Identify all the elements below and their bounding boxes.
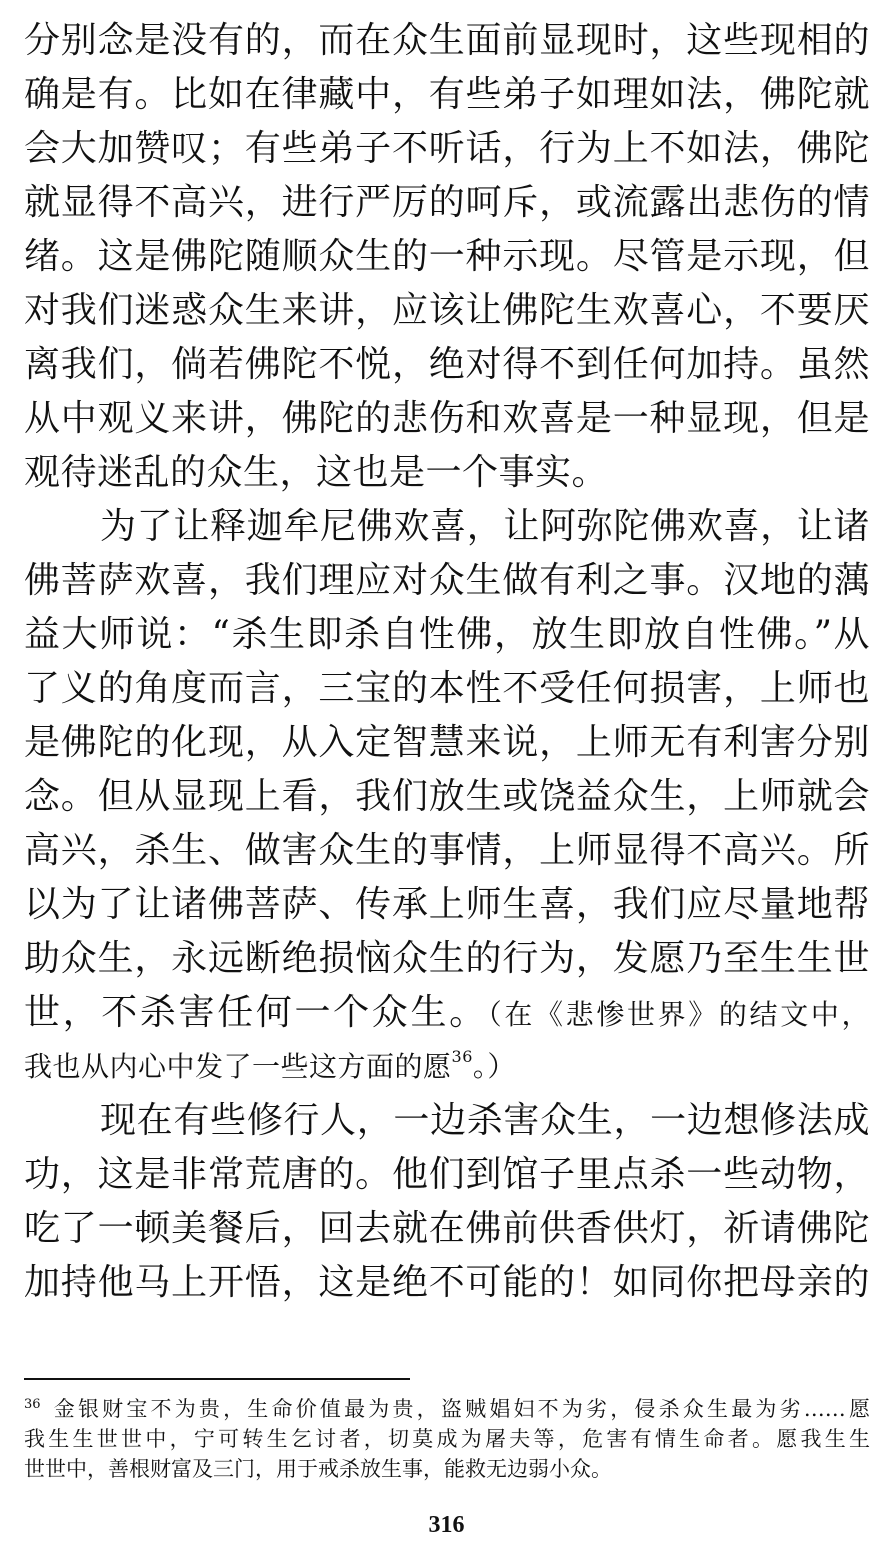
footnote-line: 世世中，善根财富及三门，用于戒杀放生事，能救无边弱小众。 (24, 1457, 612, 1481)
paragraph-first-line: 为了让释迦牟尼佛欢喜，让阿弥陀佛欢喜，让诸 (100, 506, 870, 547)
footnote-line: 我生生世世中，宁可转生乞讨者，切莫成为屠夫等，危害有情生命者。愿我生生 (24, 1427, 870, 1451)
text-line: 观待迷乱的众生，这也是一个事实。 (24, 452, 609, 493)
footnote-divider (24, 1378, 410, 1380)
footnote (24, 1394, 870, 1484)
text-line: 分别念是没有的，而在众生面前显现时，这些现相的 (24, 20, 870, 61)
text-line: 以为了让诸佛菩萨、传承上师生喜，我们应尽量地帮 (24, 884, 870, 925)
body-text (24, 14, 870, 1310)
text-line: 助众生，永远断绝损恼众生的行为，发愿乃至生生世 (24, 938, 870, 979)
page-number: 316 (428, 1512, 465, 1538)
text-line: 佛菩萨欢喜，我们理应对众生做有利之事。汉地的蕅 (24, 560, 870, 601)
text-line: 了义的角度而言，三宝的本性不受任何损害，上师也 (24, 668, 870, 709)
text-line: 对我们迷惑众生来讲，应该让佛陀生欢喜心，不要厌 (24, 290, 870, 331)
text-run: 世，不杀害任何一个众生。 (24, 992, 488, 1033)
text-line: 会大加赞叹；有些弟子不听话，行为上不如法，佛陀 (24, 128, 870, 169)
note-line (24, 1040, 870, 1094)
paragraph-first-line: 现在有些修行人，一边杀害众生，一边想修法成 (100, 1100, 870, 1141)
footnote-line (24, 1394, 870, 1424)
text-line: 离我们，倘若佛陀不悦，绝对得不到任何加持。虽然 (24, 344, 870, 385)
footnote-ref[interactable]: 36 (451, 1047, 473, 1066)
text-line: 从中观义来讲，佛陀的悲伤和欢喜是一种显现，但是 (24, 398, 870, 439)
text-line-with-note (24, 986, 870, 1040)
text-line: 功，这是非常荒唐的。他们到馆子里点杀一些动物， (24, 1154, 870, 1195)
text-line: 加持他马上开悟，这是绝不可能的！如同你把母亲的 (24, 1262, 870, 1303)
text-line: 是佛陀的化现，从入定智慧来说，上师无有利害分别 (24, 722, 870, 763)
note-end: 。） (472, 1050, 516, 1083)
footnote-text: 金银财宝不为贵，生命价值最为贵，盗贼娼妇不为劣，侵杀众生最为劣……愿 (50, 1397, 870, 1421)
text-line: 益大师说：“杀生即杀自性佛，放生即放自性佛。”从 (24, 614, 870, 655)
text-line: 高兴，杀生、做害众生的事情，上师显得不高兴。所 (24, 830, 870, 871)
text-line: 确是有。比如在律藏中，有些弟子如理如法，佛陀就 (24, 74, 870, 115)
text-line: 就显得不高兴，进行严厉的呵斥，或流露出悲伤的情 (24, 182, 870, 223)
parenthetical-note: （在《悲惨世界》的结文中， (487, 998, 870, 1031)
text-line: 吃了一顿美餐后，回去就在佛前供香供灯，祈请佛陀 (24, 1208, 870, 1249)
text-line: 念。但从显现上看，我们放生或饶益众生，上师就会 (24, 776, 870, 817)
footnote-number: 36 (24, 1397, 41, 1412)
note-text: 我也从内心中发了一些这方面的愿 (24, 1050, 452, 1083)
text-line: 绪。这是佛陀随顺众生的一种示现。尽管是示现，但 (24, 236, 870, 277)
